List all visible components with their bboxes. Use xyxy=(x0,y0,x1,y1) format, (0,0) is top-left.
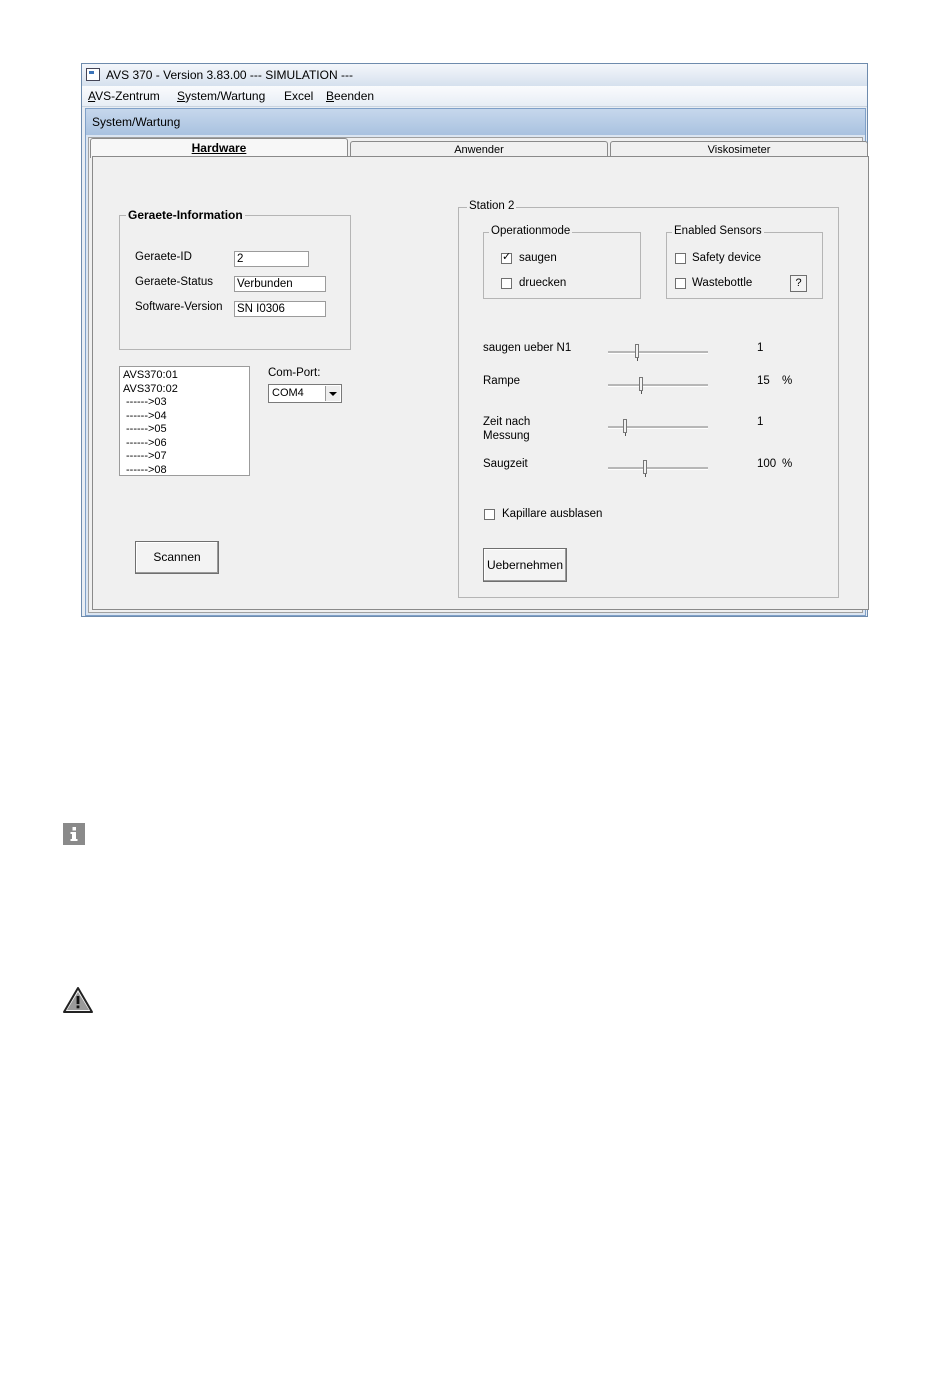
tab-hardware-label: Hardware xyxy=(191,141,247,155)
list-item[interactable]: ------>03 xyxy=(126,396,167,408)
menu-excel[interactable]: Excel xyxy=(284,89,314,103)
saugzeit-unit: % xyxy=(782,458,793,470)
wastebottle-checkbox[interactable] xyxy=(675,278,686,289)
scan-button[interactable]: Scannen xyxy=(135,541,219,574)
slider-track xyxy=(608,351,708,354)
geraete-information-legend: Geraete-Information xyxy=(128,208,243,222)
slider-thumb[interactable] xyxy=(623,419,627,433)
slider-track xyxy=(608,467,708,470)
slider-label-saugen-ueber-n1: saugen ueber N1 xyxy=(483,342,572,354)
chevron-down-icon[interactable] xyxy=(325,386,340,401)
slider-thumb[interactable] xyxy=(643,460,647,474)
saugen-ueber-n1-slider[interactable] xyxy=(608,344,708,360)
rampe-value: 15 xyxy=(757,375,770,387)
info-icon xyxy=(63,823,85,845)
kapillare-ausblasen-checkbox[interactable] xyxy=(484,509,495,520)
warning-icon xyxy=(62,986,94,1014)
app-icon xyxy=(86,68,100,81)
operationmode-legend: Operationmode xyxy=(491,225,571,237)
device-list[interactable] xyxy=(119,366,250,476)
slider-label-zeit-nach: Zeit nach xyxy=(483,416,531,428)
enabled-sensors-legend: Enabled Sensors xyxy=(674,225,762,237)
geraete-status-label: Geraete-Status xyxy=(135,276,213,288)
geraete-id-label: Geraete-ID xyxy=(135,251,192,263)
uebernehmen-button[interactable]: Uebernehmen xyxy=(483,548,567,582)
help-button[interactable]: ? xyxy=(790,275,807,292)
list-item[interactable]: ------>07 xyxy=(126,450,167,462)
slider-label-messung: Messung xyxy=(483,430,530,442)
title-bar[interactable] xyxy=(82,64,867,87)
wastebottle-label: Wastebottle xyxy=(692,277,753,289)
tab-hardware[interactable] xyxy=(90,138,348,158)
saugen-label: saugen xyxy=(519,252,557,264)
com-port-select[interactable] xyxy=(268,384,342,403)
geraete-status-field[interactable]: Verbunden xyxy=(234,276,326,292)
com-port-label: Com-Port: xyxy=(268,367,321,379)
software-version-label: Software-Version xyxy=(135,301,223,313)
druecken-label: druecken xyxy=(519,277,567,289)
kapillare-ausblasen-label: Kapillare ausblasen xyxy=(502,508,603,520)
subwindow-title: System/Wartung xyxy=(92,115,181,129)
software-version-field[interactable]: SN I0306 xyxy=(234,301,326,317)
slider-thumb[interactable] xyxy=(639,377,643,391)
slider-tick xyxy=(641,391,642,394)
menu-system-wartung[interactable]: System/Wartung xyxy=(177,89,266,103)
geraete-id-field[interactable]: 2 xyxy=(234,251,309,267)
list-item[interactable]: ------>08 xyxy=(126,463,167,476)
menu-avs-zentrum[interactable]: AVS-Zentrum xyxy=(88,89,160,103)
saugen-checkbox[interactable] xyxy=(501,253,512,264)
list-item[interactable]: AVS370:01 xyxy=(123,369,178,381)
saugzeit-value: 100 xyxy=(757,458,777,470)
slider-track xyxy=(608,384,708,387)
slider-tick xyxy=(645,474,646,477)
saugen-ueber-n1-value: 1 xyxy=(757,342,764,354)
safety-device-label: Safety device xyxy=(692,252,762,264)
list-item[interactable]: ------>05 xyxy=(126,423,167,435)
druecken-checkbox[interactable] xyxy=(501,278,512,289)
tab-viskosimeter-label: Viskosimeter xyxy=(707,144,771,156)
com-port-value: COM4 xyxy=(272,387,304,399)
slider-label-rampe: Rampe xyxy=(483,375,521,387)
zeit-nach-messung-slider[interactable] xyxy=(608,419,708,435)
rampe-slider[interactable] xyxy=(608,377,708,393)
safety-device-checkbox[interactable] xyxy=(675,253,686,264)
subwindow-title-bar[interactable] xyxy=(86,109,865,135)
list-item[interactable]: ------>06 xyxy=(126,436,167,449)
slider-label-saugzeit: Saugzeit xyxy=(483,458,528,470)
list-item[interactable]: ------>04 xyxy=(126,409,167,422)
slider-tick xyxy=(637,358,638,361)
saugzeit-slider[interactable] xyxy=(608,460,708,476)
menu-bar xyxy=(82,86,867,107)
station-legend: Station 2 xyxy=(469,200,515,212)
slider-tick xyxy=(625,433,626,436)
list-item[interactable]: AVS370:02 xyxy=(123,382,178,395)
zeit-nach-messung-value: 1 xyxy=(757,416,764,428)
tab-anwender-label: Anwender xyxy=(454,144,504,156)
rampe-unit: % xyxy=(782,375,793,387)
menu-beenden[interactable]: Beenden xyxy=(326,89,375,103)
window-title: AVS 370 - Version 3.83.00 --- SIMULATION --- xyxy=(106,68,353,82)
slider-thumb[interactable] xyxy=(635,344,639,358)
